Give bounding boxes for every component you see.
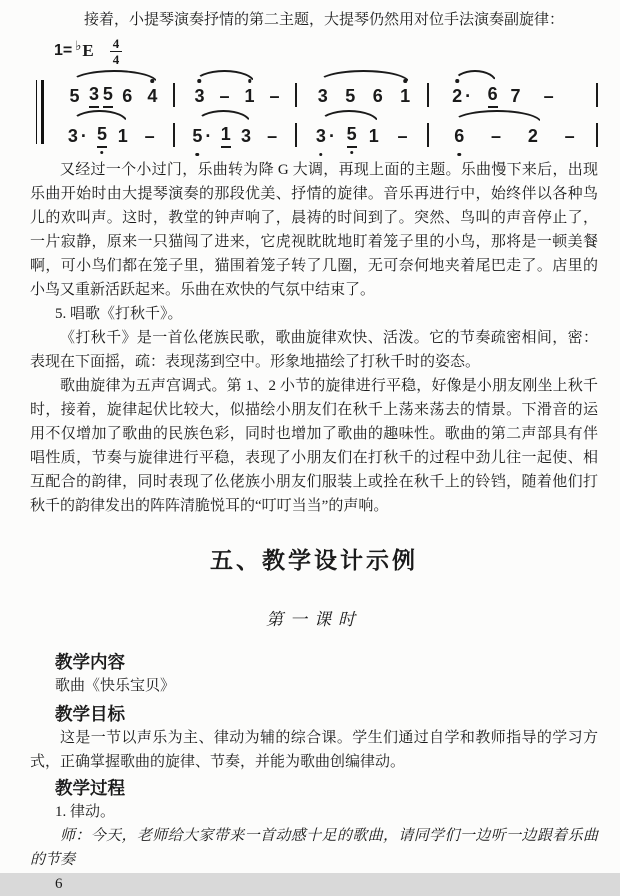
process-step-1: 1. 律动。 xyxy=(55,804,116,820)
slur-arc xyxy=(319,110,379,123)
note-digit: 5 xyxy=(97,123,107,148)
slur-arc xyxy=(70,70,159,83)
note-digit: 6 xyxy=(122,86,133,106)
octave-dot-low xyxy=(100,151,104,155)
flat-icon: ♭ xyxy=(75,38,82,53)
note-digit: 5 xyxy=(103,83,113,108)
dash-note: – xyxy=(491,126,502,146)
note-digit: 1 xyxy=(368,126,379,146)
note-digit: 6 xyxy=(454,125,464,148)
time-signature-denominator: 4 xyxy=(112,51,120,67)
key-signature xyxy=(54,36,598,66)
note-digit: 3 xyxy=(240,126,251,146)
note-digit: 3 xyxy=(194,85,204,108)
voice-row-second xyxy=(50,108,598,148)
augmentation-dot: · xyxy=(465,86,472,106)
measure xyxy=(50,68,175,108)
dash-note: – xyxy=(267,126,278,146)
note-digit: 5 xyxy=(345,86,356,106)
slur-arc xyxy=(452,110,542,123)
note-digit: 5 xyxy=(69,86,80,106)
note-digit: 7 xyxy=(510,86,521,106)
dash-note: – xyxy=(543,86,554,106)
heading-teaching-content: 教学内容 xyxy=(55,652,125,672)
measure xyxy=(297,68,429,108)
augmentation-dot: · xyxy=(328,126,335,146)
note-digit: 4 xyxy=(147,85,157,108)
octave-dot-low xyxy=(458,153,462,157)
note-digit: 5 · xyxy=(192,125,211,148)
measure xyxy=(429,108,598,148)
measure xyxy=(175,108,297,148)
note-digit: 6 xyxy=(488,83,498,108)
dash-note: – xyxy=(564,126,575,146)
score-system xyxy=(30,68,598,148)
octave-dot-low xyxy=(319,153,323,157)
paragraph-song-intro: 《打秋千》是一首仫佬族民歌，歌曲旋律欢快、活泼。它的节奏疏密相间，密：表现在下面摇，疏：表现荡到空中。形象地描绘了打秋千时的姿态。 xyxy=(30,330,598,370)
heading-teaching-goal: 教学目标 xyxy=(55,704,125,724)
note-digit: 2 · xyxy=(452,85,471,108)
measure xyxy=(175,68,297,108)
augmentation-dot: · xyxy=(205,126,212,146)
octave-dot-low xyxy=(196,153,200,157)
slur-arc xyxy=(453,70,497,83)
slur-arc xyxy=(196,110,251,123)
slur-arc xyxy=(194,70,255,83)
time-signature-numerator: 4 xyxy=(110,37,123,52)
dash-note: – xyxy=(397,126,408,146)
paragraph-song-analysis: 歌曲旋律为五声宫调式。第 1、2 小节的旋律进行平稳，好像是小朋友刚坐上秋千时，接着，旋律起伏比较大，似描绘小朋友们在秋千上荡来荡去的情景。下滑音的运用不仅增加了歌曲的民族色彩，同时也增加了歌曲的趣味性。歌曲的第二声部具有伴唱性质，节奏与旋律进行平稳，表现了小朋友们在打秋千的过程中劲儿往一起使、相互配合的韵律，同时表现了仫佬族小朋友们服装上或拴在秋千上的铃铛，随着他们打秋千的韵律发出的阵阵清脆悦耳的“叮叮当当”的声响。 xyxy=(30,378,598,514)
note-digit: 3 xyxy=(317,86,328,106)
note-digit: 1 xyxy=(117,126,128,146)
slur-arc xyxy=(317,70,410,83)
note-digit: 3 · xyxy=(316,125,335,148)
note-digit: 5 xyxy=(347,123,357,148)
teaching-content-body: 歌曲《快乐宝贝》 xyxy=(55,678,176,694)
note-digit: 1 xyxy=(400,85,410,108)
dash-note: – xyxy=(269,86,280,106)
lesson-subtitle: 第一课时 xyxy=(266,610,362,629)
intro-paragraph: 接着，小提琴演奏抒情的第二主题，大提琴仍然用对位手法演奏副旋律： xyxy=(84,12,565,28)
note-digit: 1 xyxy=(221,123,231,148)
note-digit: 3 xyxy=(89,83,99,108)
note-digit: 3 · xyxy=(67,126,87,146)
page-number: 6 xyxy=(55,876,63,892)
system-barline xyxy=(36,80,44,144)
voice-row-melody xyxy=(50,68,598,108)
heading-teaching-process: 教学过程 xyxy=(55,778,125,798)
measure xyxy=(297,108,429,148)
paragraph-recap: 又经过一个小过门，乐曲转为降 G 大调，再现上面的主题。乐曲慢下来后，出现乐曲开始时由大提琴演奏的那段优美、抒情的旋律。音乐再进行中，始终伴以各种鸟儿的欢叫声。这时，教堂的钟声响了，晨祷的时间到了。突然、鸟叫的声音停止了，一片寂静，原来一只猫闯了进来，它虎视眈眈地盯着笼子里的小鸟，那将是一顿美餐啊，可小鸟们都在笼子里，猫围着笼子转了几圈，无可奈何地夹着尾巴走了。店里的小鸟又重新活跃起来。乐曲在欢快的气氛中结束了。 xyxy=(30,162,598,298)
list-item-sing-song: 5. 唱歌《打秋千》。 xyxy=(55,306,183,322)
note-digit: 6 xyxy=(372,86,383,106)
dash-note: – xyxy=(144,126,155,146)
music-score xyxy=(30,36,598,148)
note-digit: 2 xyxy=(527,126,538,146)
section-title: 五、教学设计示例 xyxy=(210,548,418,573)
measure xyxy=(50,108,175,148)
dash-note: – xyxy=(219,86,230,106)
augmentation-dot: · xyxy=(80,126,87,146)
time-signature xyxy=(110,37,123,66)
note-digit: 1 xyxy=(245,85,255,108)
key-prefix: 1= xyxy=(54,42,73,59)
teaching-goal-body: 这是一节以声乐为主、律动为辅的综合课。学生们通过自学和教师指导的学习方式，正确掌握歌曲的旋律、节奏，并能为歌曲创编律动。 xyxy=(30,730,598,770)
slur-arc xyxy=(71,110,127,123)
measure xyxy=(429,68,598,108)
octave-dot-low xyxy=(350,151,354,155)
teacher-speech-line: 师：今天，老师给大家带来一首动感十足的歌曲，请同学们一边听一边跟着乐曲的节奏 xyxy=(30,828,598,868)
key-letter: E xyxy=(82,41,94,60)
